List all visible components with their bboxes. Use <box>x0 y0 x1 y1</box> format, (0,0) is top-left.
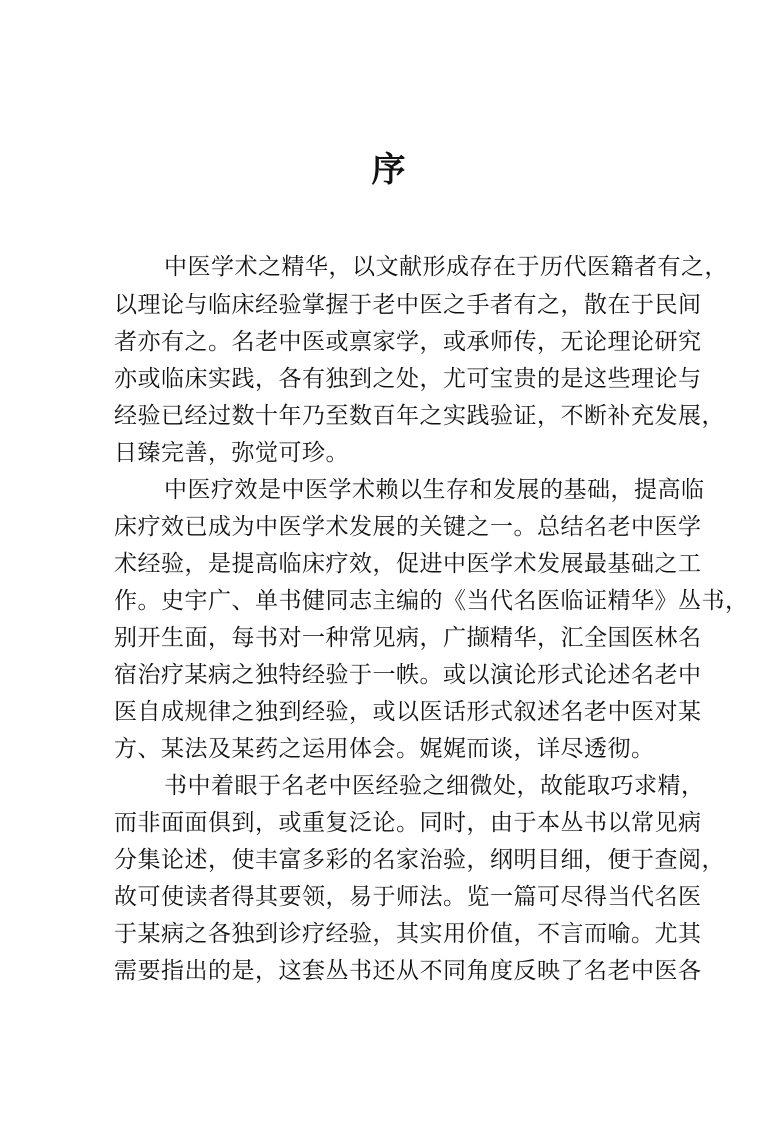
paragraph-2-line: 床疗效已成为中医学术发展的关键之一。总结名老中医学 <box>114 514 702 540</box>
paragraph-3-line: 书中着眼于名老中医经验之细微处，故能取巧求精， <box>164 773 705 799</box>
paragraph-2-line: 中医疗效是中医学术赖以生存和发展的基础，提高临 <box>164 477 705 503</box>
paragraph-1-line: 者亦有之。名老中医或禀家学，或承师传，无论理论研究 <box>114 329 702 355</box>
paragraph-1-line: 中医学术之精华，以文献形成存在于历代医籍者有之， <box>164 254 728 280</box>
paragraph-1-line: 以理论与临床经验掌握于老中医之手者有之，散在于民间 <box>114 292 702 318</box>
page-title: 序 <box>371 150 406 190</box>
paragraph-2-line: 术经验，是提高临床疗效，促进中医学术发展最基础之工 <box>114 551 702 577</box>
paragraph-2-line: 方、某法及某药之运用体会。娓娓而谈，详尽透彻。 <box>114 736 655 762</box>
paragraph-1-line: 日臻完善，弥觉可珍。 <box>114 440 349 466</box>
paragraph-2-line: 宿治疗某病之独特经验于一帙。或以演论形式论述名老中 <box>114 662 702 688</box>
paragraph-2-line: 别开生面，每书对一种常见病，广撷精华，汇全国医林名 <box>114 625 702 651</box>
paragraph-2-line: 作。史宇广、单书健同志主编的《当代名医临证精华》丛书， <box>114 588 749 614</box>
paragraph-1-line: 亦或临床实践，各有独到之处，尤可宝贵的是这些理论与 <box>114 366 702 392</box>
paragraph-1-line: 经验已经过数十年乃至数百年之实践验证，不断补充发展， <box>114 403 725 429</box>
paragraph-3-line: 分集论述，使丰富多彩的名家治验，纲明目细，便于查阅， <box>114 847 725 873</box>
paragraph-2-line: 医自成规律之独到经验，或以医话形式叙述名老中医对某 <box>114 699 702 725</box>
paragraph-3-line: 故可使读者得其要领，易于师法。览一篇可尽得当代名医 <box>114 884 702 910</box>
paragraph-3-line: 需要指出的是，这套丛书还从不同角度反映了名老中医各 <box>114 958 702 984</box>
paragraph-3-line: 于某病之各独到诊疗经验，其实用价值，不言而喻。尤其 <box>114 921 702 947</box>
paragraph-3-line: 而非面面俱到，或重复泛论。同时，由于本丛书以常见病 <box>114 810 702 836</box>
